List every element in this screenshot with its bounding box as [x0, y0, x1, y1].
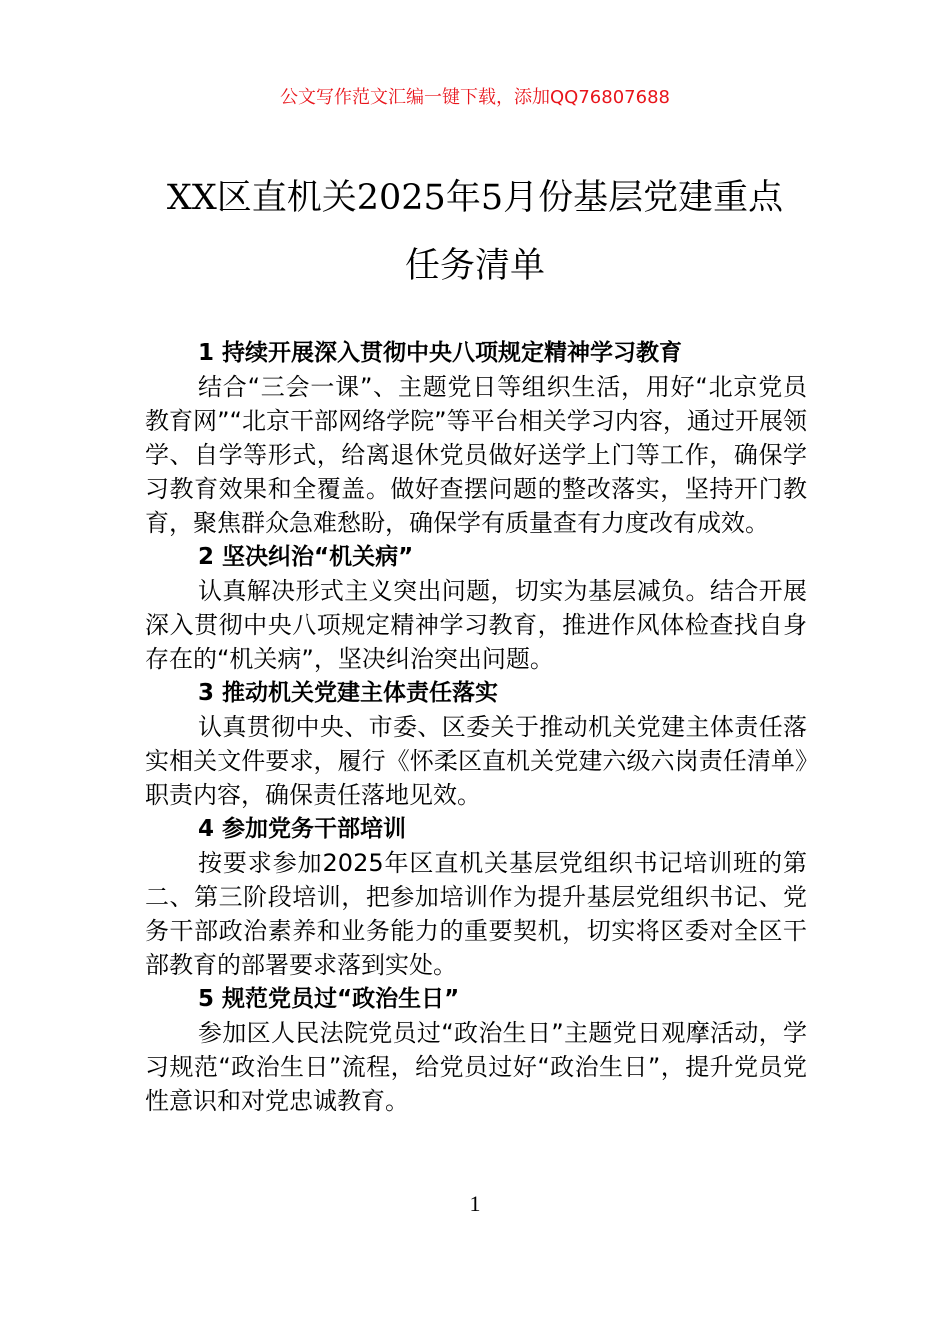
- section-paragraph: 结合“三会一课”、主题党日等组织生活，用好“北京党员教育网”“北京干部网络学院”等平台相关学习内容，通过开展领学、自学等形式，给离退休党员做好送学上门等工作，确保学习教育效果和全覆盖。做好查摆问题的整改落实，坚持开门教育，聚焦群众急难愁盼，确保学有质量查有力度改有成效。: [145, 373, 807, 537]
- page-number: 1: [469, 1191, 481, 1216]
- download-banner: 公文写作范文汇编一键下载，添加QQ76807688: [280, 87, 670, 108]
- document-title-line-2: 任务清单: [404, 246, 545, 286]
- document-title-line-1: XX区直机关2025年5月份基层党建重点: [166, 178, 784, 218]
- section-paragraph: 认真解决形式主义突出问题，切实为基层减负。结合开展深入贯彻中央八项规定精神学习教育，推进作风体检查找自身存在的“机关病”，坚决纠治突出问题。: [145, 577, 807, 673]
- section-heading: 1 持续开展深入贯彻中央八项规定精神学习教育: [198, 340, 683, 366]
- section-heading: 4 参加党务干部培训: [198, 816, 407, 842]
- section-heading: 2 坚决纠治“机关病”: [198, 544, 414, 570]
- section-paragraph: 参加区人民法院党员过“政治生日”主题党日观摩活动，学习规范“政治生日”流程，给党员过好“政治生日”，提升党员党性意识和对党忠诚教育。: [145, 1019, 807, 1115]
- section-heading: 5 规范党员过“政治生日”: [198, 986, 460, 1012]
- section-heading: 3 推动机关党建主体责任落实: [198, 680, 499, 706]
- section-paragraph: 按要求参加2025年区直机关基层党组织书记培训班的第二、第三阶段培训，把参加培训作为提升基层党组织书记、党务干部政治素养和业务能力的重要契机，切实将区委对全区干部教育的部署要求落到实处。: [145, 849, 807, 979]
- document-body: [145, 336, 807, 1118]
- section-paragraph: 认真贯彻中央、市委、区委关于推动机关党建主体责任落实相关文件要求，履行《怀柔区直机关党建六级六岗责任清单》职责内容，确保责任落地见效。: [145, 713, 807, 809]
